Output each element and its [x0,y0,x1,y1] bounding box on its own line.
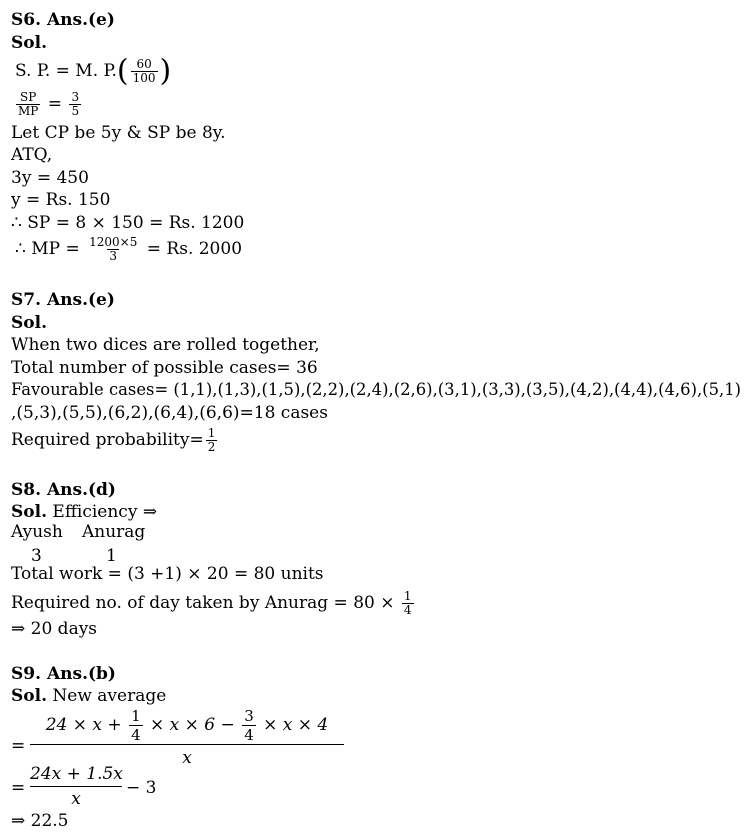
s8-total-work: Total work = (3 +1) × 20 = 80 units [11,564,324,584]
s6-sp-equation: S. P. = M. P.( $\frac{60}{100}$ ) [15,53,172,89]
s9-minus-three: − 3 [126,778,157,798]
s6-ratio-lhs: $\frac{SP}{MP}$ [18,90,39,118]
s6-line7: ∴ SP = 8 × 150 = Rs. 1200 [11,213,245,233]
s8-value-ayush: 3 [31,546,42,566]
s6-line5: 3y = 450 [11,168,89,188]
s8-name-ayush: Ayush [11,522,63,542]
s9-eq1-numerator: 24 × x + $\frac{1}{4}$ × x × 6 − $\frac{3}{4}$ × x × 4 [30,706,344,745]
s8-name-anurag: Anurag [82,522,146,542]
s9-heading: S9. Ans.(b) [11,664,116,684]
s9-eq2-sign: = [11,778,26,798]
s6-heading: S6. Ans.(e) [11,10,115,30]
s7-prob-fraction: $\frac{1}{2}$ [207,426,216,454]
s9-eq2-fraction [30,762,122,811]
s8-value-anurag: 1 [106,546,117,566]
s7-heading: S7. Ans.(e) [11,290,115,310]
s9-eq2-numerator: 24x + 1.5x [30,762,122,787]
s6-sol-label: Sol. [11,33,47,53]
s6-sp-lhs: S. P. = M. P. [15,61,117,81]
s6-mp-fraction: $\frac{1200\times 5}{3}$ [89,235,138,263]
s8-required: Required no. of day taken by Anurag = 80 × $\frac{1}{4}$ [11,589,412,617]
s9-frac-one-quarter: $\frac{1}{4}$ [131,707,141,744]
s9-frac-three-quarter: $\frac{3}{4}$ [244,707,254,744]
s8-result: ⇒ 20 days [11,619,98,639]
s7-probability: Required probability= $\frac{1}{2}$ [11,426,216,454]
s6-line6: y = Rs. 150 [11,190,111,210]
s9-eq1-denominator: x [182,748,192,768]
s6-ratio-rhs: $\frac{3}{5}$ [71,90,80,118]
s8-sol-line: Sol. Efficiency ⇒ [11,502,158,522]
s6-line4: ATQ, [11,145,53,165]
s7-line4: ,(5,3),(5,5),(6,2),(6,4),(6,6)=18 cases [11,403,328,423]
s8-heading: S8. Ans.(d) [11,480,116,500]
s8-req-fraction: $\frac{1}{4}$ [403,589,412,617]
s9-eq2-denominator: x [71,789,81,809]
s7-line3: Favourable cases= (1,1),(1,3),(1,5),(2,2),(2,4),(2,6),(3,1),(3,3),(3,5),(4,2),(4,4),(4,6),(5,1) [11,380,742,399]
s9-result: ⇒ 22.5 [11,811,69,831]
s7-line1: When two dices are rolled together, [11,335,320,355]
s7-line2: Total number of possible cases= 36 [11,358,318,378]
s6-sp-fraction: $\frac{60}{100}$ [132,57,156,85]
s7-sol-label: Sol. [11,313,47,333]
s9-eq1-sign: = [11,736,26,756]
s6-line3: Let CP be 5y & SP be 8y. [11,123,226,143]
s6-ratio-equation: $\frac{SP}{MP}$ = $\frac{3}{5}$ [18,90,80,118]
s6-mp-equation: ∴ MP = $\frac{1200\times 5}{3}$ = Rs. 2000 [15,235,243,263]
s9-sol-line: Sol. New average [11,686,167,706]
